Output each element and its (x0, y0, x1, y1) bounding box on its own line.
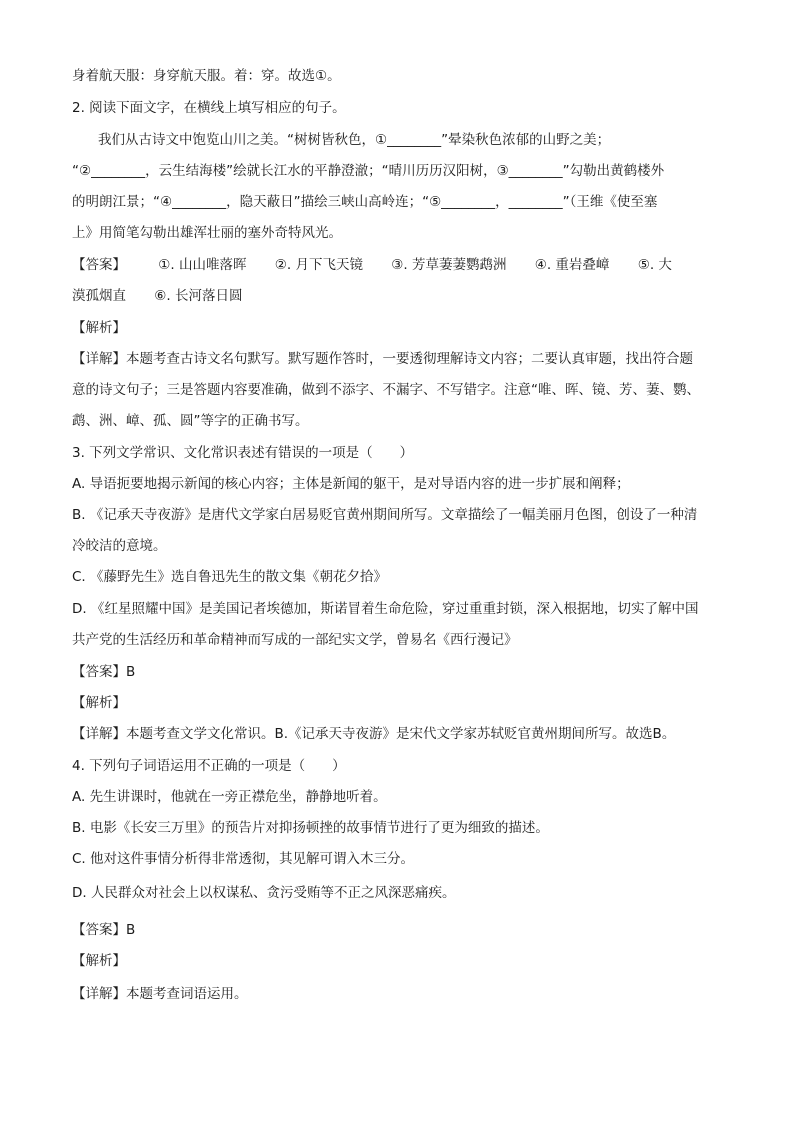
answer-item: ②. 月下飞天镜 (274, 257, 363, 273)
text-line: 的明朗江景；“④________，隐天蔽日”描绘三峡山高岭连；“⑤________，________”（王维《使至塞 (72, 194, 658, 210)
question-3-stem: 3. 下列文学常识、文化常识表述有错误的一项是（ ） (72, 445, 414, 461)
answer-item: 漠孤烟直 (72, 288, 126, 304)
answer-item: ⑥. 长河落日圆 (154, 288, 243, 304)
answer-row-continued (72, 286, 242, 306)
option-d: D. 人民群众对社会上以权谋私、贪污受贿等不正之风深恶痛疾。 (72, 885, 456, 901)
option-b: B. 电影《长安三万里》的预告片对抑扬顿挫的故事情节进行了更为细致的描述。 (72, 820, 549, 836)
option-a: A. 先生讲课时，他就在一旁正襟危坐，静静地听着。 (72, 789, 387, 805)
text-line: 意的诗文句子；三是答题内容要准确，做到不添字、不漏字、不写错字。注意“唯、晖、镜、芳、萋、鹦、 (72, 382, 700, 398)
answer-row (72, 255, 672, 275)
answer-tag: 【答案】B (72, 664, 136, 680)
text-line: 冷皎洁的意境。 (72, 538, 167, 554)
text-line: 我们从古诗文中饱览山川之美。“树树皆秋色，①________”晕染秋色浓郁的山野之美； (98, 132, 611, 148)
text-line: 鹉、洲、嶂、孤、圆”等字的正确书写。 (72, 413, 309, 429)
option-b: B. 《记承天寺夜游》是唐代文学家白居易贬官黄州期间所写。文章描绘了一幅美丽月色图，创设了一种清 (72, 507, 698, 523)
analysis-tag: 【解析】 (72, 695, 126, 711)
text-line: 【详解】本题考查文学文化常识。B.《记承天寺夜游》是宋代文学家苏轼贬官黄州期间所写。故选B。 (72, 726, 676, 742)
option-c: C. 《藤野先生》选自鲁迅先生的散文集《朝花夕拾》 (72, 569, 388, 585)
question-4-stem: 4. 下列句子词语运用不正确的一项是（ ） (72, 758, 346, 774)
text-line: 身着航天服：身穿航天服。着：穿。故选①。 (72, 68, 341, 84)
option-c: C. 他对这件事情分析得非常透彻，其见解可谓入木三分。 (72, 851, 415, 867)
answer-tag: 【答案】B (72, 922, 136, 938)
question-2-stem: 2. 阅读下面文字，在横线上填写相应的句子。 (72, 100, 346, 116)
text-line: 共产党的生活经历和革命精神而写成的一部纪实文学，曾易名《西行漫记》 (72, 632, 518, 648)
answer-item: ③. 芳草萋萋鹦鹉洲 (391, 257, 507, 273)
answer-item: ④. 重岩叠嶂 (534, 257, 610, 273)
option-d: D. 《红星照耀中国》是美国记者埃德加，斯诺冒着生命危险，穿过重重封锁，深入根据地，切实了解中国 (72, 601, 699, 617)
text-line: 【详解】本题考查古诗文名句默写。默写题作答时，一要透彻理解诗文内容；二要认真审题，找出符合题 (72, 351, 693, 367)
analysis-tag: 【解析】 (72, 953, 126, 969)
text-line: 上》用简笔勾勒出雄浑壮丽的塞外奇特风光。 (72, 225, 342, 241)
text-line: 【详解】本题考查词语运用。 (72, 986, 248, 1002)
text-line: “②________，云生结海楼”绘就长江水的平静澄澈；“晴川历历汉阳树，③________”勾勒出黄鹤楼外 (72, 163, 665, 179)
answer-tag: 【答案】 (72, 257, 126, 273)
answer-item: ①. 山山唯落晖 (158, 257, 247, 273)
analysis-tag: 【解析】 (72, 320, 126, 336)
option-a: A. 导语扼要地揭示新闻的核心内容；主体是新闻的躯干，是对导语内容的进一步扩展和阐释； (72, 476, 630, 492)
answer-item: ⑤. 大 (637, 257, 672, 273)
